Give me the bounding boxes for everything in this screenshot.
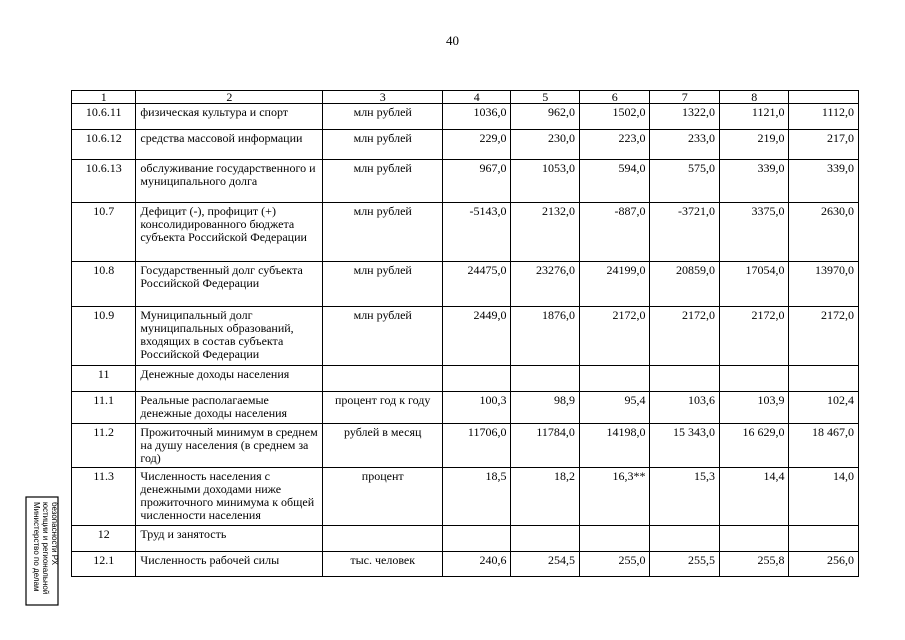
row-code-cell: 10.6.12 bbox=[72, 130, 136, 160]
row-code-cell: 10.8 bbox=[72, 262, 136, 307]
row-value-cell: 229,0 bbox=[443, 130, 511, 160]
table-row bbox=[72, 424, 859, 468]
row-value-cell bbox=[579, 526, 650, 552]
row-unit-cell: процент bbox=[323, 468, 443, 526]
row-value-cell bbox=[443, 366, 511, 392]
row-value-cell: 255,5 bbox=[650, 552, 720, 577]
row-value-cell: 95,4 bbox=[579, 392, 650, 424]
table-row bbox=[72, 307, 859, 366]
row-value-cell: 2172,0 bbox=[650, 307, 720, 366]
header-cell: 1 bbox=[72, 91, 136, 104]
row-value-cell bbox=[511, 366, 579, 392]
row-value-cell: 2132,0 bbox=[511, 203, 579, 262]
row-unit-cell: млн рублей bbox=[323, 104, 443, 130]
row-value-cell: 240,6 bbox=[443, 552, 511, 577]
row-value-cell: 23276,0 bbox=[511, 262, 579, 307]
row-unit-cell: млн рублей bbox=[323, 262, 443, 307]
row-value-cell: 1053,0 bbox=[511, 160, 579, 203]
row-code-cell: 11.2 bbox=[72, 424, 136, 468]
row-value-cell: 11706,0 bbox=[443, 424, 511, 468]
row-name-cell: Численность рабочей силы bbox=[136, 552, 323, 577]
row-value-cell bbox=[579, 366, 650, 392]
row-value-cell: -3721,0 bbox=[650, 203, 720, 262]
row-value-cell: 103,9 bbox=[719, 392, 789, 424]
row-unit-cell: млн рублей bbox=[323, 160, 443, 203]
row-value-cell: 11784,0 bbox=[511, 424, 579, 468]
registration-stamp bbox=[25, 496, 59, 606]
table-row bbox=[72, 262, 859, 307]
stamp-line-1: Министерство по делам bbox=[32, 502, 41, 592]
row-value-cell: 24199,0 bbox=[579, 262, 650, 307]
table-row bbox=[72, 203, 859, 262]
row-unit-cell bbox=[323, 526, 443, 552]
row-value-cell: 2172,0 bbox=[719, 307, 789, 366]
row-value-cell: -887,0 bbox=[579, 203, 650, 262]
header-cell: 3 bbox=[323, 91, 443, 104]
header-cell: 2 bbox=[136, 91, 323, 104]
stamp-line-2: юстиции и региональной bbox=[41, 502, 50, 595]
row-value-cell bbox=[650, 366, 720, 392]
row-name-cell: Денежные доходы населения bbox=[136, 366, 323, 392]
header-cell: 8 bbox=[719, 91, 789, 104]
row-value-cell: 1112,0 bbox=[789, 104, 859, 130]
row-value-cell bbox=[719, 366, 789, 392]
row-value-cell bbox=[511, 526, 579, 552]
row-value-cell: 16,3** bbox=[579, 468, 650, 526]
row-name-cell: Труд и занятость bbox=[136, 526, 323, 552]
table-header-row bbox=[72, 91, 859, 104]
row-value-cell bbox=[789, 366, 859, 392]
row-unit-cell: млн рублей bbox=[323, 307, 443, 366]
header-cell: 6 bbox=[579, 91, 650, 104]
table-row bbox=[72, 468, 859, 526]
row-value-cell: 255,0 bbox=[579, 552, 650, 577]
row-name-cell: обслуживание государственного и муниципального долга bbox=[136, 160, 323, 203]
row-value-cell: 217,0 bbox=[789, 130, 859, 160]
row-value-cell: 962,0 bbox=[511, 104, 579, 130]
row-code-cell: 11.3 bbox=[72, 468, 136, 526]
row-value-cell: 339,0 bbox=[789, 160, 859, 203]
row-unit-cell: рублей в месяц bbox=[323, 424, 443, 468]
page-number: 40 bbox=[446, 33, 459, 48]
row-value-cell: 230,0 bbox=[511, 130, 579, 160]
indicators-table bbox=[71, 90, 859, 577]
row-value-cell: 98,9 bbox=[511, 392, 579, 424]
header-cell: 4 bbox=[443, 91, 511, 104]
row-value-cell: 18 467,0 bbox=[789, 424, 859, 468]
row-value-cell: 16 629,0 bbox=[719, 424, 789, 468]
row-value-cell: 13970,0 bbox=[789, 262, 859, 307]
row-name-cell: Государственный долг субъекта Российской Федерации bbox=[136, 262, 323, 307]
table-row bbox=[72, 104, 859, 130]
row-code-cell: 12 bbox=[72, 526, 136, 552]
row-value-cell: 102,4 bbox=[789, 392, 859, 424]
row-value-cell: -5143,0 bbox=[443, 203, 511, 262]
row-unit-cell bbox=[323, 366, 443, 392]
row-value-cell: 18,5 bbox=[443, 468, 511, 526]
row-value-cell: 24475,0 bbox=[443, 262, 511, 307]
row-unit-cell: млн рублей bbox=[323, 130, 443, 160]
header-cell bbox=[789, 91, 859, 104]
row-value-cell: 219,0 bbox=[719, 130, 789, 160]
row-value-cell bbox=[789, 526, 859, 552]
row-code-cell: 10.6.11 bbox=[72, 104, 136, 130]
row-code-cell: 10.6.13 bbox=[72, 160, 136, 203]
row-name-cell: Реальные располагаемые денежные доходы населения bbox=[136, 392, 323, 424]
row-value-cell: 254,5 bbox=[511, 552, 579, 577]
row-value-cell: 233,0 bbox=[650, 130, 720, 160]
header-cell: 5 bbox=[511, 91, 579, 104]
row-value-cell: 2172,0 bbox=[789, 307, 859, 366]
row-value-cell: 2172,0 bbox=[579, 307, 650, 366]
stamp-line-3: безопасности РХ bbox=[50, 502, 59, 566]
row-unit-cell: процент год к году bbox=[323, 392, 443, 424]
row-value-cell: 967,0 bbox=[443, 160, 511, 203]
row-value-cell: 339,0 bbox=[719, 160, 789, 203]
row-value-cell: 1036,0 bbox=[443, 104, 511, 130]
row-value-cell: 14198,0 bbox=[579, 424, 650, 468]
row-value-cell: 18,2 bbox=[511, 468, 579, 526]
row-value-cell: 255,8 bbox=[719, 552, 789, 577]
table-row bbox=[72, 552, 859, 577]
row-code-cell: 12.1 bbox=[72, 552, 136, 577]
row-value-cell: 103,6 bbox=[650, 392, 720, 424]
row-value-cell: 15 343,0 bbox=[650, 424, 720, 468]
row-name-cell: средства массовой информации bbox=[136, 130, 323, 160]
table-row bbox=[72, 130, 859, 160]
row-value-cell: 100,3 bbox=[443, 392, 511, 424]
row-value-cell: 14,0 bbox=[789, 468, 859, 526]
row-code-cell: 10.7 bbox=[72, 203, 136, 262]
row-name-cell: Дефицит (-), профицит (+) консолидированного бюджета субъекта Российской Федерации bbox=[136, 203, 323, 262]
row-value-cell: 20859,0 bbox=[650, 262, 720, 307]
row-value-cell: 1322,0 bbox=[650, 104, 720, 130]
table-row bbox=[72, 392, 859, 424]
row-code-cell: 11 bbox=[72, 366, 136, 392]
row-name-cell: физическая культура и спорт bbox=[136, 104, 323, 130]
row-value-cell: 223,0 bbox=[579, 130, 650, 160]
stamp-graphic bbox=[25, 496, 59, 606]
table-row bbox=[72, 526, 859, 552]
row-value-cell: 1121,0 bbox=[719, 104, 789, 130]
row-name-cell: Численность населения с денежными доходами ниже прожиточного минимума к общей численности населения bbox=[136, 468, 323, 526]
row-value-cell: 14,4 bbox=[719, 468, 789, 526]
header-cell: 7 bbox=[650, 91, 720, 104]
row-value-cell: 15,3 bbox=[650, 468, 720, 526]
row-code-cell: 11.1 bbox=[72, 392, 136, 424]
row-unit-cell: тыс. человек bbox=[323, 552, 443, 577]
row-value-cell: 2449,0 bbox=[443, 307, 511, 366]
table-row bbox=[72, 160, 859, 203]
row-value-cell: 256,0 bbox=[789, 552, 859, 577]
row-unit-cell: млн рублей bbox=[323, 203, 443, 262]
row-value-cell: 594,0 bbox=[579, 160, 650, 203]
row-value-cell: 1502,0 bbox=[579, 104, 650, 130]
row-name-cell: Прожиточный минимум в среднем на душу населения (в среднем за год) bbox=[136, 424, 323, 468]
table-row bbox=[72, 366, 859, 392]
row-value-cell bbox=[443, 526, 511, 552]
row-value-cell: 2630,0 bbox=[789, 203, 859, 262]
row-value-cell: 575,0 bbox=[650, 160, 720, 203]
table-body bbox=[72, 104, 859, 577]
row-value-cell: 17054,0 bbox=[719, 262, 789, 307]
row-value-cell bbox=[719, 526, 789, 552]
row-code-cell: 10.9 bbox=[72, 307, 136, 366]
row-value-cell: 3375,0 bbox=[719, 203, 789, 262]
row-name-cell: Муниципальный долг муниципальных образований, входящих в состав субъекта Российской Федерации bbox=[136, 307, 323, 366]
row-value-cell bbox=[650, 526, 720, 552]
row-value-cell: 1876,0 bbox=[511, 307, 579, 366]
